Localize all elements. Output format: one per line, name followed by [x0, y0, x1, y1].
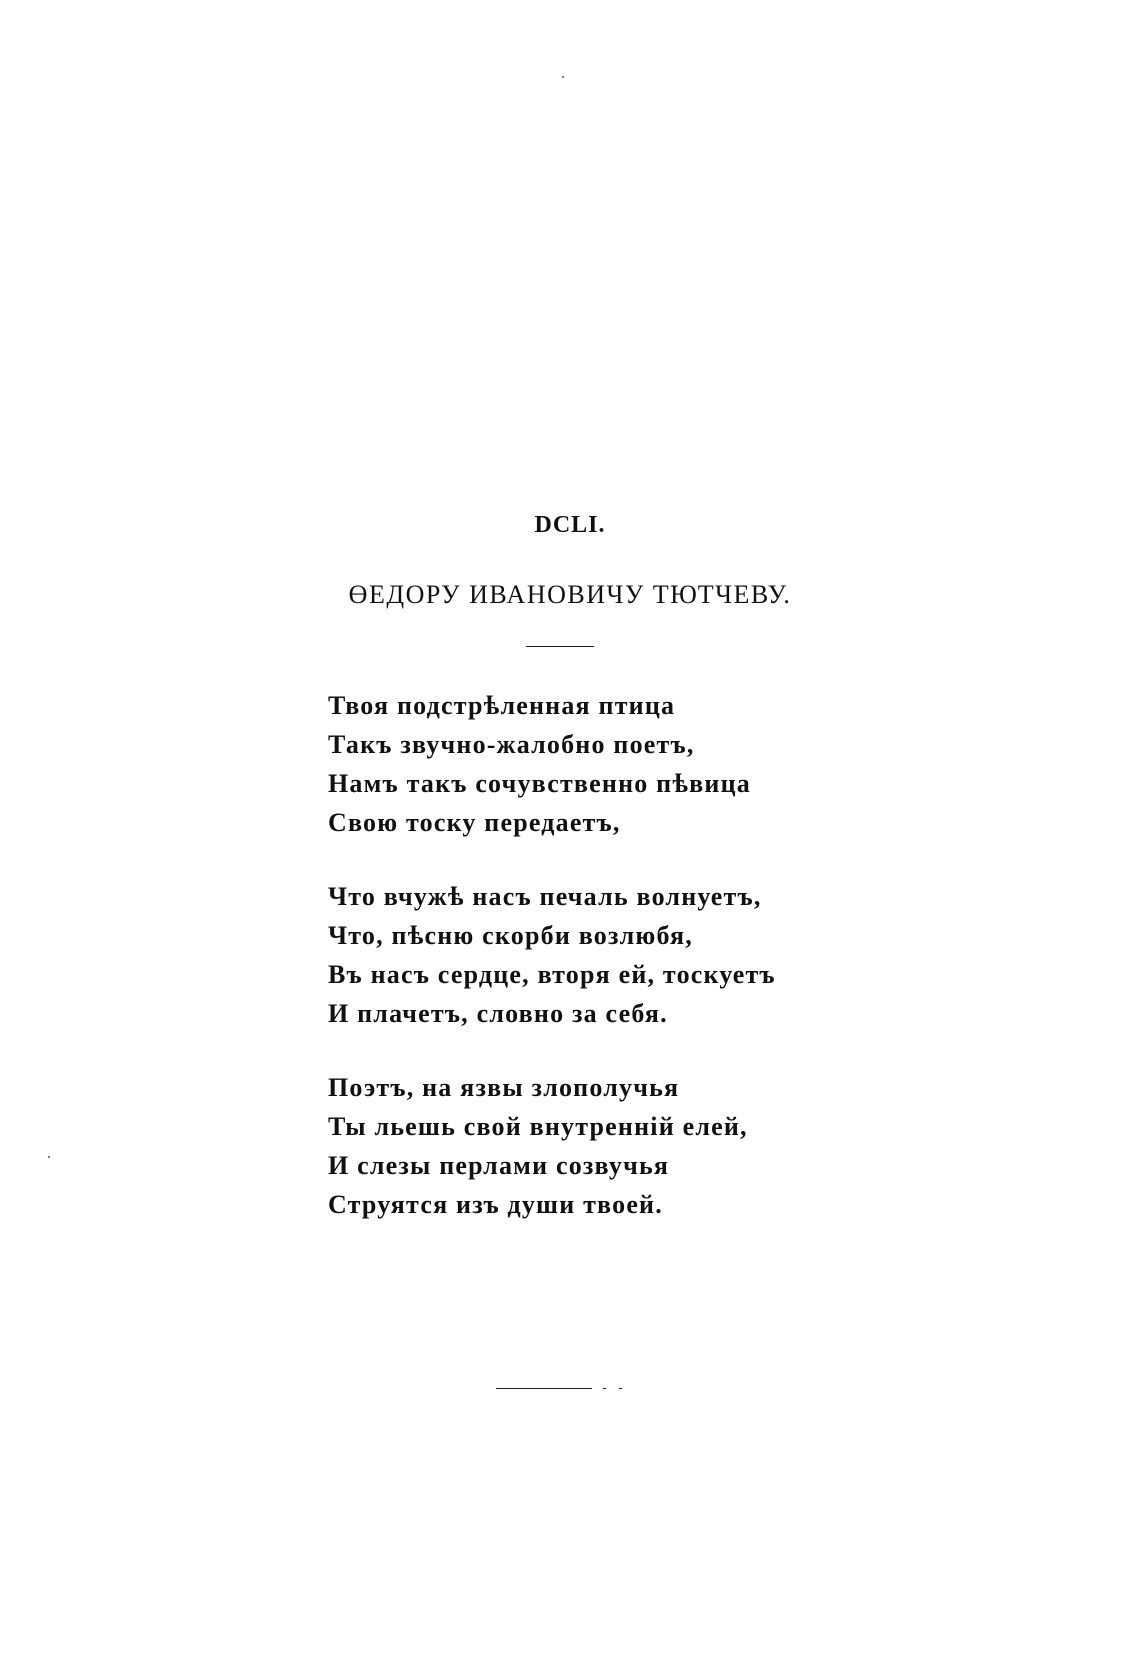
poem-line: И слезы перлами созвучья — [328, 1151, 670, 1180]
poem-number: DCLI. — [534, 512, 606, 538]
poem-line: Струятся изъ души твоей. — [328, 1190, 663, 1219]
poem-line: И плачетъ, словно за себя. — [328, 999, 668, 1028]
stanza-1 — [328, 686, 888, 842]
poem-line: Въ насъ сердце, вторя ей, тоскуетъ — [328, 960, 776, 989]
title-divider — [526, 646, 594, 647]
print-speck — [562, 76, 564, 78]
end-divider-dot — [603, 1388, 606, 1389]
poem-line: Ты льешь свой внутренній елей, — [328, 1112, 748, 1141]
poem-body — [328, 686, 888, 1259]
poem-line: Такъ звучно-жалобно поетъ, — [328, 730, 695, 759]
poem-line: Поэтъ, на язвы злополучья — [328, 1073, 680, 1102]
poem-line: Что, пѣсню скорби возлюбя, — [328, 921, 693, 950]
poem-line: Что вчужѣ насъ печаль волнуетъ, — [328, 882, 762, 911]
print-speck — [48, 1156, 50, 1158]
stanza-3 — [328, 1068, 888, 1224]
poem-line: Намъ такъ сочувственно пѣвица — [328, 769, 751, 798]
poem-line: Свою тоску передаетъ, — [328, 808, 621, 837]
stanza-2 — [328, 877, 888, 1033]
end-divider — [496, 1388, 592, 1389]
poem-line: Твоя подстрѣленная птица — [328, 691, 676, 720]
poem-title: ӨЕДОРУ ИВАНОВИЧУ ТЮТЧЕВУ. — [348, 580, 792, 609]
end-divider-dot — [619, 1388, 622, 1389]
